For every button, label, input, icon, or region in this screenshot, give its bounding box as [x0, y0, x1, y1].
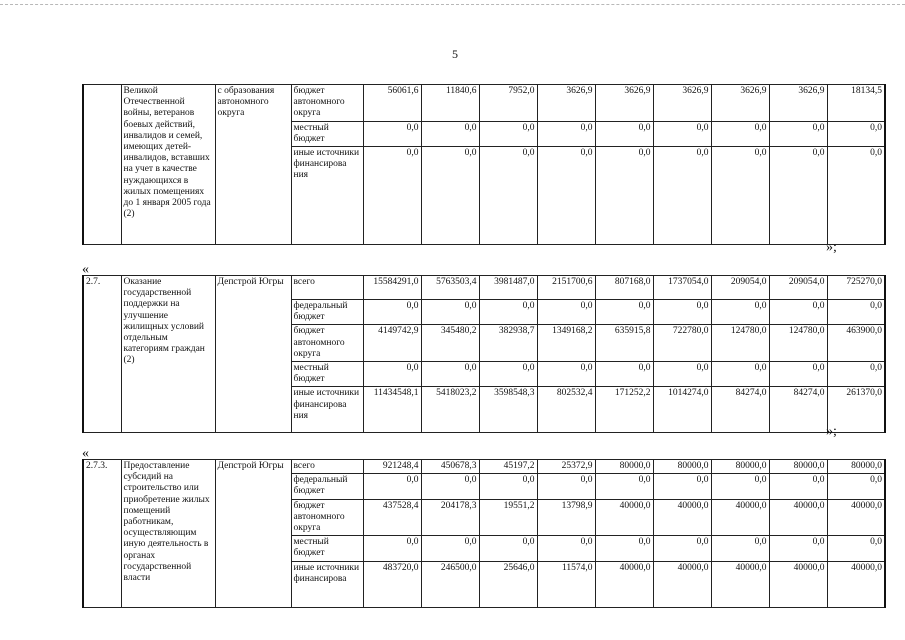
- value-cell: 921248,4: [363, 460, 421, 474]
- value-cell: 0,0: [827, 300, 885, 325]
- value-cell: 0,0: [537, 536, 595, 561]
- value-cell: 0,0: [769, 300, 827, 325]
- value-cell: 0,0: [479, 147, 537, 245]
- funding-source: местный бюджет: [291, 536, 363, 561]
- item-number: [83, 85, 121, 245]
- value-cell: 25646,0: [479, 561, 537, 607]
- value-cell: 80000,0: [595, 460, 653, 474]
- funding-source: всего: [291, 460, 363, 474]
- value-cell: 40000,0: [769, 561, 827, 607]
- program-name: Оказание государственной поддержки на улучшение жилищных условий отдельным категориям граждан (2): [121, 276, 215, 433]
- value-cell: 0,0: [363, 362, 421, 387]
- value-cell: 3598548,3: [479, 387, 537, 433]
- program-name: Предоставление субсидий на строительство или приобретение жилых помещений работникам, осуществляющим иную деятельность в органах государственной власти: [121, 460, 215, 608]
- funding-source: бюджет автономного округа: [291, 499, 363, 536]
- value-cell: 124780,0: [769, 325, 827, 362]
- value-cell: 1737054,0: [653, 276, 711, 300]
- value-cell: 209054,0: [769, 276, 827, 300]
- value-cell: 5763503,4: [421, 276, 479, 300]
- value-cell: 2151700,6: [537, 276, 595, 300]
- value-cell: 0,0: [653, 536, 711, 561]
- value-cell: 0,0: [421, 147, 479, 245]
- value-cell: 3626,9: [595, 85, 653, 122]
- value-cell: 80000,0: [827, 460, 885, 474]
- budget-table-continuation: [82, 84, 886, 245]
- value-cell: 0,0: [827, 147, 885, 245]
- value-cell: 80000,0: [653, 460, 711, 474]
- value-cell: 0,0: [595, 300, 653, 325]
- value-cell: 0,0: [479, 474, 537, 499]
- funding-source: иные источники финансирова ния: [291, 387, 363, 433]
- value-cell: 0,0: [421, 121, 479, 146]
- value-cell: 0,0: [479, 121, 537, 146]
- budget-table-2-7-3: [82, 459, 886, 608]
- value-cell: 0,0: [421, 536, 479, 561]
- value-cell: 0,0: [827, 474, 885, 499]
- value-cell: 0,0: [595, 474, 653, 499]
- value-cell: 450678,3: [421, 460, 479, 474]
- value-cell: 0,0: [711, 536, 769, 561]
- value-cell: 483720,0: [363, 561, 421, 607]
- value-cell: 0,0: [363, 121, 421, 146]
- value-cell: 0,0: [421, 362, 479, 387]
- value-cell: 40000,0: [769, 499, 827, 536]
- value-cell: 0,0: [595, 147, 653, 245]
- value-cell: 802532,4: [537, 387, 595, 433]
- value-cell: 0,0: [479, 536, 537, 561]
- opening-quote-2: «: [82, 262, 89, 277]
- value-cell: 0,0: [479, 300, 537, 325]
- funding-source: федеральный бюджет: [291, 474, 363, 499]
- value-cell: 0,0: [769, 147, 827, 245]
- value-cell: 40000,0: [653, 499, 711, 536]
- value-cell: 40000,0: [827, 499, 885, 536]
- funding-source: всего: [291, 276, 363, 300]
- value-cell: 246500,0: [421, 561, 479, 607]
- funding-source: бюджет автономного округа: [291, 85, 363, 122]
- table-row: [83, 85, 885, 122]
- value-cell: 0,0: [769, 362, 827, 387]
- value-cell: 0,0: [537, 147, 595, 245]
- value-cell: 40000,0: [711, 499, 769, 536]
- value-cell: 204178,3: [421, 499, 479, 536]
- funding-source: иные источники финансирова: [291, 561, 363, 607]
- value-cell: 463900,0: [827, 325, 885, 362]
- value-cell: 7952,0: [479, 85, 537, 122]
- value-cell: 0,0: [653, 121, 711, 146]
- value-cell: 0,0: [537, 121, 595, 146]
- value-cell: 84274,0: [711, 387, 769, 433]
- value-cell: 1349168,2: [537, 325, 595, 362]
- value-cell: 0,0: [595, 536, 653, 561]
- value-cell: 807168,0: [595, 276, 653, 300]
- value-cell: 635915,8: [595, 325, 653, 362]
- value-cell: 45197,2: [479, 460, 537, 474]
- value-cell: 0,0: [595, 121, 653, 146]
- scan-edge-line: [0, 4, 905, 5]
- value-cell: 3626,9: [711, 85, 769, 122]
- value-cell: 0,0: [479, 362, 537, 387]
- value-cell: 0,0: [363, 536, 421, 561]
- value-cell: 725270,0: [827, 276, 885, 300]
- value-cell: 25372,9: [537, 460, 595, 474]
- value-cell: 11574,0: [537, 561, 595, 607]
- value-cell: 261370,0: [827, 387, 885, 433]
- value-cell: 0,0: [653, 362, 711, 387]
- value-cell: 3626,9: [537, 85, 595, 122]
- value-cell: 0,0: [827, 362, 885, 387]
- value-cell: 0,0: [595, 362, 653, 387]
- executor-name: Депстрой Югры: [215, 460, 291, 608]
- value-cell: 40000,0: [653, 561, 711, 607]
- value-cell: 3626,9: [653, 85, 711, 122]
- funding-source: иные источники финансирова ния: [291, 147, 363, 245]
- value-cell: 722780,0: [653, 325, 711, 362]
- value-cell: 0,0: [537, 474, 595, 499]
- value-cell: 0,0: [769, 121, 827, 146]
- value-cell: 3981487,0: [479, 276, 537, 300]
- value-cell: 0,0: [711, 300, 769, 325]
- value-cell: 1014274,0: [653, 387, 711, 433]
- value-cell: 0,0: [363, 147, 421, 245]
- value-cell: 124780,0: [711, 325, 769, 362]
- item-number: 2.7.3.: [83, 460, 121, 608]
- value-cell: 15584291,0: [363, 276, 421, 300]
- program-name: Великой Отечественной войны, ветеранов боевых действий, инвалидов и семей, имеющих детей-инвалидов, вставших на учет в качестве нуждающихся в жилых помещениях до 1 января 2005 года (2): [121, 85, 215, 245]
- value-cell: 4149742,9: [363, 325, 421, 362]
- value-cell: 0,0: [653, 300, 711, 325]
- closing-quote-2: »;: [826, 424, 837, 439]
- value-cell: 0,0: [421, 300, 479, 325]
- value-cell: 437528,4: [363, 499, 421, 536]
- value-cell: 80000,0: [711, 460, 769, 474]
- value-cell: 80000,0: [769, 460, 827, 474]
- opening-quote-3: «: [82, 446, 89, 461]
- value-cell: 84274,0: [769, 387, 827, 433]
- funding-source: бюджет автономного округа: [291, 325, 363, 362]
- value-cell: 0,0: [421, 474, 479, 499]
- funding-source: местный бюджет: [291, 362, 363, 387]
- executor-name: с образования автономного округа: [215, 85, 291, 245]
- value-cell: 19551,2: [479, 499, 537, 536]
- value-cell: 171252,2: [595, 387, 653, 433]
- value-cell: 0,0: [769, 474, 827, 499]
- table-row: [83, 276, 885, 300]
- value-cell: 0,0: [363, 300, 421, 325]
- item-number: 2.7.: [83, 276, 121, 433]
- value-cell: 40000,0: [595, 561, 653, 607]
- value-cell: 56061,6: [363, 85, 421, 122]
- value-cell: 13798,9: [537, 499, 595, 536]
- value-cell: 11840,6: [421, 85, 479, 122]
- value-cell: 0,0: [711, 147, 769, 245]
- table-row: [83, 460, 885, 474]
- value-cell: 0,0: [827, 536, 885, 561]
- value-cell: 0,0: [711, 474, 769, 499]
- value-cell: 0,0: [537, 362, 595, 387]
- closing-quote-1: »;: [826, 240, 837, 255]
- budget-table-2-7: [82, 275, 886, 433]
- value-cell: 0,0: [711, 362, 769, 387]
- value-cell: 0,0: [769, 536, 827, 561]
- value-cell: 40000,0: [827, 561, 885, 607]
- value-cell: 0,0: [827, 121, 885, 146]
- value-cell: 3626,9: [769, 85, 827, 122]
- value-cell: 0,0: [537, 300, 595, 325]
- funding-source: местный бюджет: [291, 121, 363, 146]
- value-cell: 0,0: [711, 121, 769, 146]
- value-cell: 40000,0: [711, 561, 769, 607]
- funding-source: федеральный бюджет: [291, 300, 363, 325]
- value-cell: 40000,0: [595, 499, 653, 536]
- value-cell: 5418023,2: [421, 387, 479, 433]
- value-cell: 18134,5: [827, 85, 885, 122]
- executor-name: Депстрой Югры: [215, 276, 291, 433]
- value-cell: 11434548,1: [363, 387, 421, 433]
- value-cell: 0,0: [363, 474, 421, 499]
- page-number: 5: [452, 47, 458, 61]
- value-cell: 382938,7: [479, 325, 537, 362]
- value-cell: 0,0: [653, 147, 711, 245]
- value-cell: 345480,2: [421, 325, 479, 362]
- value-cell: 209054,0: [711, 276, 769, 300]
- value-cell: 0,0: [653, 474, 711, 499]
